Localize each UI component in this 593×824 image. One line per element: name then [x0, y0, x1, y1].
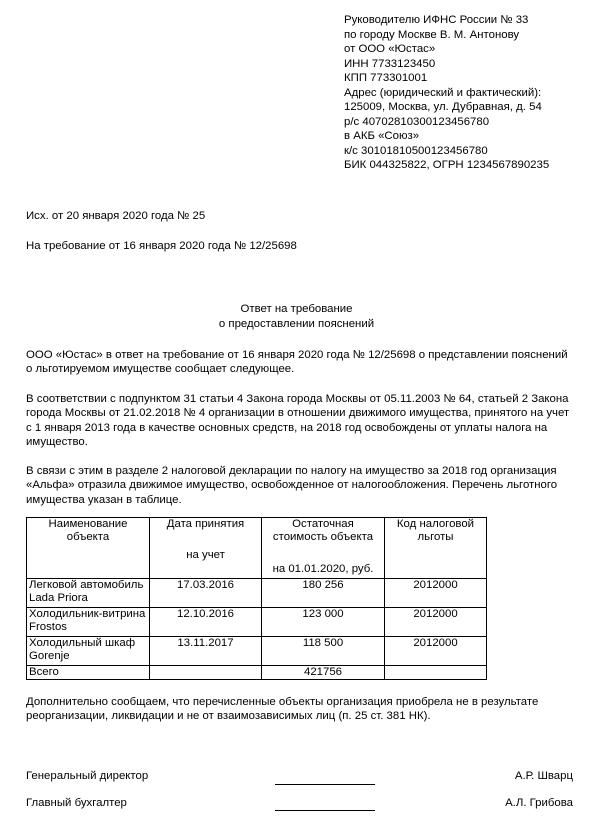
- signature-name-accountant: А.Л. Грибова: [505, 797, 573, 809]
- cell-name-line: Lada Priora: [29, 592, 88, 604]
- assets-table: [26, 517, 487, 680]
- signature-line-accountant: [275, 810, 375, 811]
- addressee-line: Адрес (юридический и фактический):: [344, 86, 542, 99]
- header-name-text: Наименование объекта: [48, 518, 128, 543]
- signature-role-accountant: Главный бухгалтер: [26, 797, 127, 809]
- table-total-row: [27, 666, 487, 680]
- addressee-line: 125009, Москва, ул. Дубравная, д. 54: [344, 101, 542, 113]
- cell-name-line: Холодильный шкаф: [29, 637, 136, 649]
- total-label: Всего: [27, 666, 150, 680]
- header-date: [150, 518, 262, 579]
- addressee-line: от ООО «Юстас»: [344, 43, 436, 55]
- total-empty: [150, 666, 262, 680]
- addressee-line: БИК 044325822, ОГРН 1234567890235: [344, 159, 550, 171]
- total-empty: [385, 666, 487, 680]
- header-date-top: Дата принятия: [166, 518, 245, 530]
- outgoing-reference: Исх. от 20 января 2020 года № 25: [26, 210, 206, 222]
- cell-code: 2012000: [385, 579, 487, 608]
- signature-name-director: А.Р. Шварц: [514, 770, 573, 782]
- title-line-1: Ответ на требование: [240, 303, 353, 315]
- header-code-text: Код налоговой льготы: [396, 518, 475, 543]
- cell-value: 180 256: [262, 579, 385, 608]
- header-date-bottom: на учет: [186, 549, 225, 561]
- header-value-top: Остаточная стоимость объекта: [272, 518, 374, 543]
- cell-value: 118 500: [262, 637, 385, 666]
- table-row: [27, 637, 487, 666]
- cell-date: 13.11.2017: [150, 637, 262, 666]
- cell-date: 17.03.2016: [150, 579, 262, 608]
- header-code: [385, 518, 487, 579]
- cell-value: 123 000: [262, 608, 385, 637]
- table-row: [27, 608, 487, 637]
- addressee-block: [344, 13, 549, 173]
- cell-name: [27, 637, 150, 666]
- table-header-row: [27, 518, 487, 579]
- document-title: [0, 302, 593, 332]
- signature-role-director: Генеральный директор: [26, 770, 149, 782]
- addressee-line: р/с 40702810300123456780: [344, 115, 490, 128]
- cell-name-line: Gorenje: [29, 650, 70, 662]
- addressee-line: ИНН 7733123450: [344, 57, 436, 70]
- cell-name: [27, 579, 150, 608]
- addressee-line: КПП 773301001: [344, 72, 428, 84]
- signature-line-director: [275, 784, 375, 785]
- header-value: [262, 518, 385, 579]
- addressee-line: в АКБ «Союз»: [344, 130, 420, 142]
- total-value: 421756: [262, 666, 385, 680]
- paragraph-intro: ООО «Юстас» в ответ на требование от 16 января 2020 года № 12/25698 о представлении пояснений о льготируемом имуществе сообщает следующее.: [26, 349, 568, 376]
- paragraph-additional: Дополнительно сообщаем, что перечисленные объекты организация приобрела не в результате реорганизации, ликвидации и не от взаимозависимых лиц (п. 25 ст. 381 НК).: [26, 696, 539, 723]
- cell-code: 2012000: [385, 608, 487, 637]
- title-line-2: о предоставлении пояснений: [218, 318, 375, 330]
- table-row: [27, 579, 487, 608]
- addressee-line: по городу Москве В. М. Антонову: [344, 28, 520, 41]
- cell-code: 2012000: [385, 637, 487, 666]
- header-value-bottom: на 01.01.2020, руб.: [272, 563, 374, 575]
- header-name: [27, 518, 150, 579]
- cell-name: [27, 608, 150, 637]
- addressee-line: к/с 30101810500123456780: [344, 144, 488, 157]
- cell-date: 12.10.2016: [150, 608, 262, 637]
- cell-name-line: Frostos: [29, 621, 67, 633]
- addressee-line: Руководителю ИФНС России № 33: [344, 14, 529, 26]
- paragraph-declaration: В связи с этим в разделе 2 налоговой декларации по налогу на имущество за 2018 год организация «Альфа» отразила движимое имущество, освобожденное от налогообложения. Перечень льготного имущества указан в таблице.: [26, 465, 558, 506]
- paragraph-legal-basis: В соответствии с подпунктом 31 статьи 4 Закона города Москвы от 05.11.2003 № 64, статьей 2 Закона города Москвы от 21.02.2018 № 4 организации в отношении движимого имущества, принятого на учет с 1 января 2013 года в качестве основных средств, на 2018 год освобождены от уплаты налога на имущество.: [26, 393, 570, 448]
- cell-name-line: Легковой автомобиль: [29, 579, 144, 591]
- request-reference: На требование от 16 января 2020 года № 12/25698: [26, 240, 297, 252]
- cell-name-line: Холодильник-витрина: [29, 608, 146, 620]
